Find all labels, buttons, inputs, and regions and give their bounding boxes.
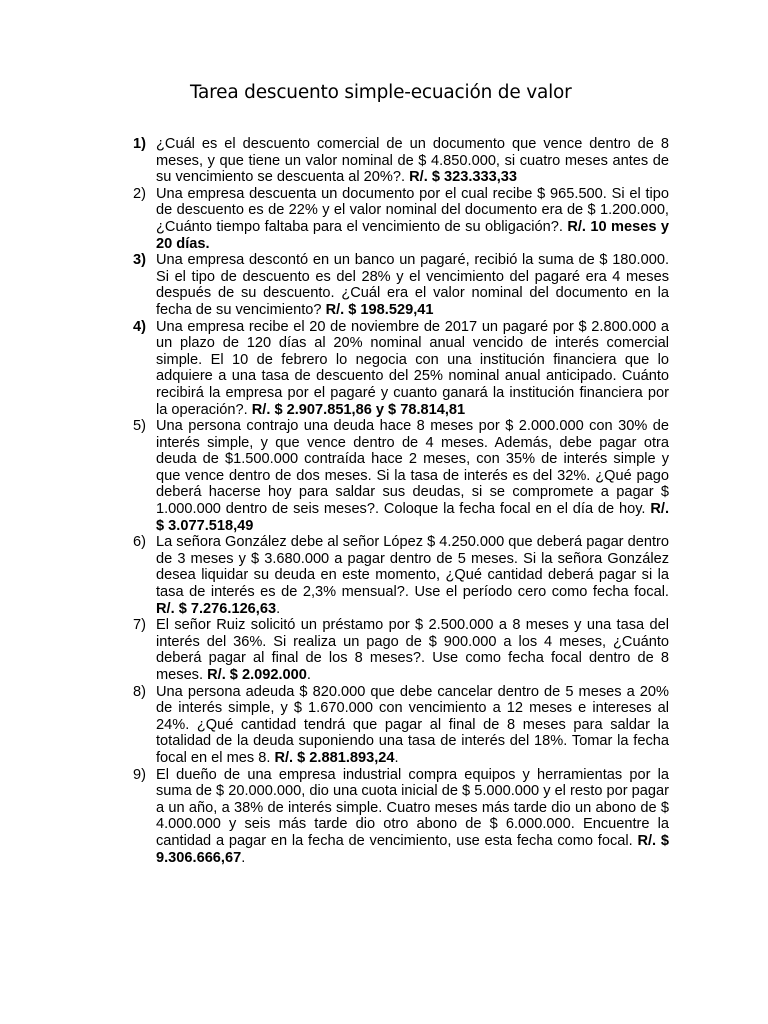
exercise-text: Una persona contrajo una deuda hace 8 meses por $ 2.000.000 con 30% de interés simple, y que vence dentro de 4 meses. Además, debe pagar otra deuda de $1.500.000 contraída hace 2 meses, con 35% de interés simple y que vence dentro de dos meses. Si la tasa de interés es del 32%. ¿Qué pago deberá hacerse hoy para saldar sus deudas, si se compromete a pagar $ 1.000.000 dentro de seis meses?. Coloque la fecha focal en el día de hoy. xyxy=(156,418,669,518)
exercise-answer: R/. 10 meses y 20 días. xyxy=(156,218,669,252)
exercise-number: 2) xyxy=(133,185,146,202)
exercise-number: 7) xyxy=(133,617,146,634)
exercise-text: Una empresa descontó en un banco un pagaré, recibió la suma de $ 180.000. Si el tipo de descuento es del 28% y el vencimiento del pagaré era 4 meses después de su descuento. ¿Cuál era el valor nominal del documento en la fecha de su vencimiento? xyxy=(156,252,669,318)
exercise-item xyxy=(133,534,669,617)
exercise-list xyxy=(133,136,669,866)
exercise-item xyxy=(133,684,669,767)
exercise-number: 6) xyxy=(133,534,146,551)
exercise-item xyxy=(133,136,669,186)
exercise-answer: R/. $ 2.092.000 xyxy=(207,667,307,683)
exercise-item xyxy=(133,252,669,318)
exercise-answer: R/. $ 9.306.666,67 xyxy=(156,832,669,866)
exercise-answer-period: . xyxy=(394,749,399,766)
exercise-answer: R/. $ 2.881.893,24 xyxy=(274,749,395,766)
exercise-text: ¿Cuál es el descuento comercial de un documento que vence dentro de 8 meses, y que tiene un valor nominal de $ 4.850.000, si cuatro meses antes de su vencimiento se descuenta al 20%?. xyxy=(156,136,669,186)
exercise-answer-period: . xyxy=(241,849,246,866)
exercise-number: 1) xyxy=(133,136,146,152)
exercise-answer-period: . xyxy=(306,667,311,683)
exercise-number: 9) xyxy=(133,766,146,783)
exercise-item xyxy=(133,319,669,419)
exercise-text: El señor Ruiz solicitó un préstamo por $ 2.500.000 a 8 meses y una tasa del interés del 36%. Si realiza un pago de $ 900.000 a los 4 meses, ¿Cuánto deberá pagar al final de los 8 meses?. Use como fecha focal dentro de 8 meses. xyxy=(156,617,669,683)
document-title: Tarea descuento simple-ecuación de valor xyxy=(190,82,572,103)
exercise-answer: R/. $ 3.077.518,49 xyxy=(156,501,669,534)
exercise-item xyxy=(133,617,669,683)
exercise-answer: R/. $ 198.529,41 xyxy=(325,301,434,318)
exercise-answer: R/. $ 7.276.126,63 xyxy=(156,600,277,617)
exercise-number: 8) xyxy=(133,683,146,700)
exercise-item xyxy=(133,186,669,252)
exercise-item xyxy=(133,418,669,534)
exercise-text: El dueño de una empresa industrial compra equipos y herramientas por la suma de $ 20.000.000, dio una cuota inicial de $ 5.000.000 y el resto por pagar a un año, a 38% de interés simple. Cuatro meses más tarde dio un abono de $ 4.000.000 y seis más tarde dio otro abono de $ 6.000.000. Encuentre la cantidad a pagar en la fecha de vencimiento, use esta fecha como focal. xyxy=(156,766,669,849)
exercise-text: Una empresa descuenta un documento por el cual recibe $ 965.500. Si el tipo de descuento es de 22% y el valor nominal del documento era de $ 1.200.000, ¿Cuánto tiempo faltaba para el vencimiento de su obligación?. xyxy=(156,185,669,235)
exercise-number: 3) xyxy=(133,252,146,269)
exercise-text: Una persona adeuda $ 820.000 que debe cancelar dentro de 5 meses a 20% de interés simple, y $ 1.670.000 con vencimiento a 12 meses e intereses al 24%. ¿Qué cantidad tendrá que pagar al final de 8 meses para saldar la totalidad de la deuda suponiendo una tasa de interés del 18%. Tomar la fecha focal en el mes 8. xyxy=(156,683,669,766)
exercise-number: 4) xyxy=(133,318,146,335)
exercise-item xyxy=(133,767,669,867)
exercise-text: Una empresa recibe el 20 de noviembre de 2017 un pagaré por $ 2.800.000 a un plazo de 120 días al 20% nominal anual vencido de interés comercial simple. El 10 de febrero lo negocia con una institución financiera que lo adquiere a una tasa de descuento del 25% nominal anual anticipado. Cuánto recibirá la empresa por el pagaré y cuanto ganará la institución financiera por la operación?. xyxy=(156,318,669,418)
exercise-answer-period: . xyxy=(276,600,281,617)
exercise-number: 5) xyxy=(133,418,146,435)
exercise-answer: R/. $ 2.907.851,86 y $ 78.814,81 xyxy=(251,401,466,418)
exercise-text: La señora González debe al señor López $ 4.250.000 que deberá pagar dentro de 3 meses y $ 3.680.000 a pagar dentro de 5 meses. Si la señora González desea liquidar su deuda en este momento, ¿Qué cantidad deberá pagar si la tasa de interés es de 2,3% mensual?. Use el período cero como fecha focal. xyxy=(156,534,669,601)
exercise-answer: R/. $ 323.333,33 xyxy=(409,169,518,186)
